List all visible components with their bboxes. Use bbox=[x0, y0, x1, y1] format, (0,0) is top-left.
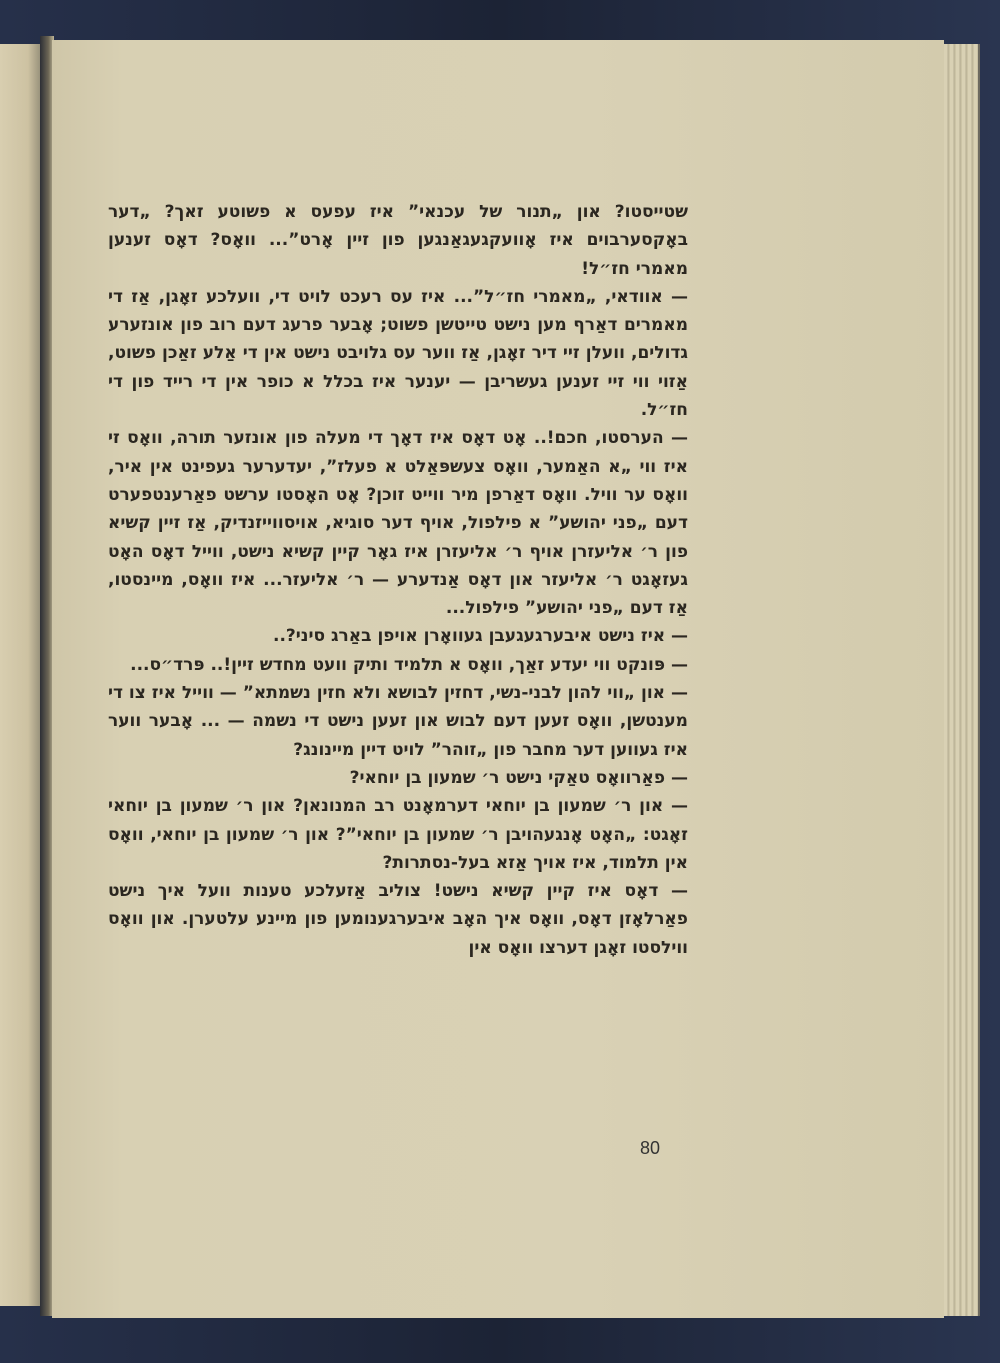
page-stack-edge bbox=[944, 44, 980, 1316]
paragraph-1: שטייסטו? און „תנור של עכנאי” איז עפעס א פשוטע זאך? „דער באָקסערבוים איז אָוועקגעגאַנגען פון זיין אָרט”... וואָס? דאָס זענען מאמרי חז״ל! bbox=[108, 202, 688, 279]
left-page-edge bbox=[0, 44, 42, 1306]
paragraph-5: — פּונקט ווי יעדע זאַך, וואָס א תלמיד ותיק וועט מחדש זיין!.. פּרד״ס... bbox=[130, 654, 688, 675]
paragraph-3: — הערסטו, חכם!.. אָט דאָס איז דאָך די מעלה פון אונזער תורה, וואָס זי איז ווי „א האַמער, וואָס צעשפּאַלט א פעלז”, יעדערער געפינט אין איר, וואָס ער וויל. וואָס דאַרפן מיר ווייט זוכן? אָט האָסטו ערשט פאַרענטפערט דעם „פני יהושע” א פילפול, אויף דער סוגיא, אויסווייזנדיק, אַז זיין קשיא פון ר׳ אליעזרן אויף ר׳ אליעזרן איז גאָר קיין קשיא נישט, ווייל דאָס האָט געזאָגט ר׳ אליעזר און דאָס אַנדערע — ר׳ אליעזר... איז וואָס, מיינסטו, אַז דעם „פני יהושע” פילפול... bbox=[108, 428, 688, 619]
paragraph-8: — און ר׳ שמעון בן יוחאי דערמאָנט רב המנונאן? און ר׳ שמעון בן יוחאי זאָגט: „האָט אָנגעהויבן ר׳ שמעון בן יוחאי”? און ר׳ שמעון בן יוחאי, וואָס אין תלמוד, איז אויך אַזא בעל-נסתרות? bbox=[108, 796, 688, 873]
paragraph-6: — און „ווי להון לבני-נשי, דחזין לבושא ולא חזין נשמתא” — ווייל איז צו די מענטשן, וואָס זעען דעם לבוש און זעען נישט די נשמה — ... אָבער ווער איז געווען דער מחבר פון „זוהר” לויט דיין מיינונג? bbox=[108, 683, 688, 760]
paragraph-9: — דאָס איז קיין קשיא נישט! צוליב אַזעלכע טענות וועל איך נישט פאַרלאָזן דאָס, וואָס איך האָב איבערגענומען פון מיינע עלטערן. און וואָס ווילסטו זאָגן דערצו וואָס אין bbox=[108, 881, 688, 958]
page-number: 80 bbox=[639, 1138, 661, 1158]
paragraph-7: — פאַרוואָס טאַקי נישט ר׳ שמעון בן יוחאי? bbox=[349, 767, 688, 788]
paragraph-2: — אוודאי, „מאמרי חז״ל”... איז עס רעכט לויט די, וועלכע זאָגן, אַז די מאמרים דאַרף מען נישט טייטשן פשוט; אָבער פרעג דעם רוב פון אונזערע גדולים, וועלן זיי דיר זאָגן, אַז ווער עס גלויבט נישט אין די אַלע זאַכן פשוט, אַזוי ווי זיי זענען געשריבן — יענער איז בכלל א כופר אין די רייד פון די חז״ל. bbox=[108, 286, 688, 421]
paragraph-4: — איז נישט איבערגעגעבן געוואָרן אויפן באַרג סיני?.. bbox=[273, 626, 688, 647]
page-text bbox=[108, 198, 688, 962]
